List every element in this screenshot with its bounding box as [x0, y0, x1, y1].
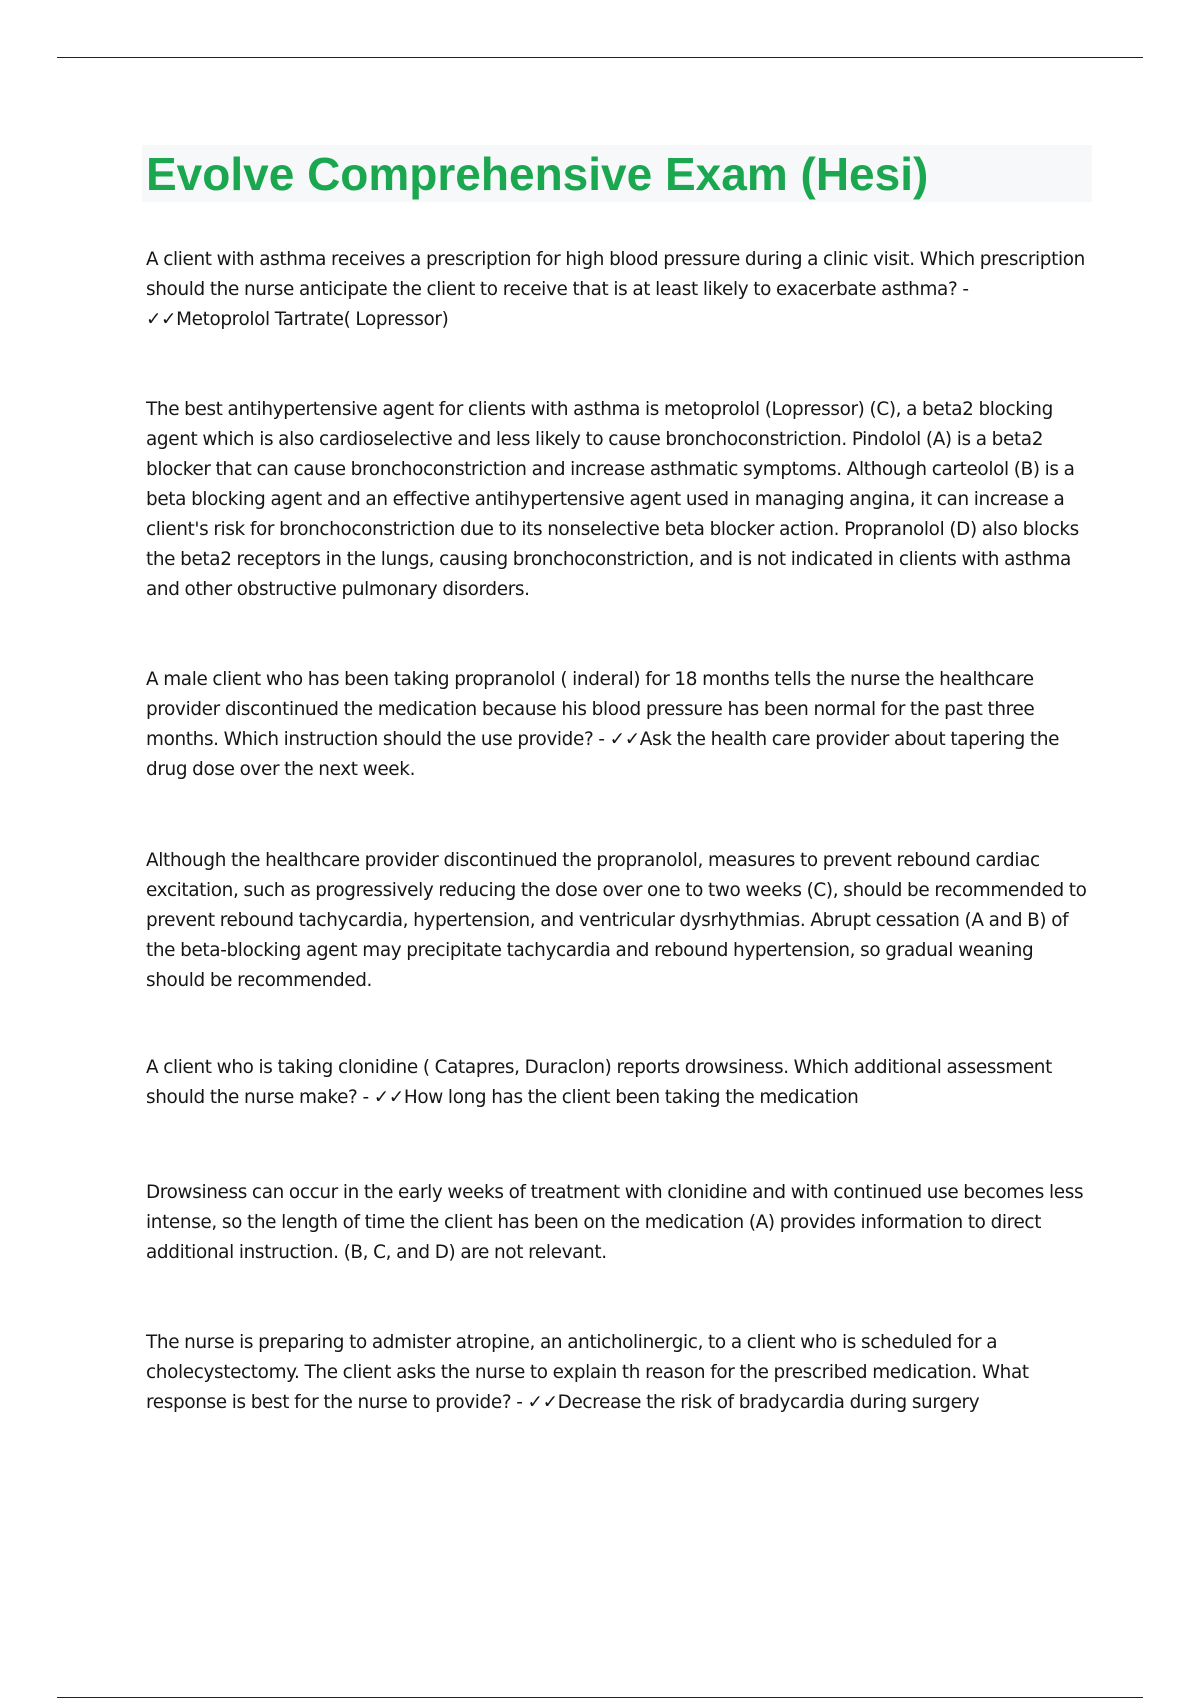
question-3: A client who is taking clonidine ( Catapres, Duraclon) reports drowsiness. Which additional assessment should the nurse make? - ✓✓How long has the client been taking the medication	[146, 1057, 1052, 1108]
bottom-rule	[57, 1697, 1143, 1698]
rationale-2: Although the healthcare provider discontinued the propranolol, measures to prevent rebound cardiac excitation, such as progressively reducing the dose over one to two weeks (C), should be recommended to prevent rebound tachycardia, hypertension, and ventricular dysrhythmias. Abrupt cessation (A and B) of the beta-blocking agent may precipitate tachycardia and rebound hypertension, so gradual weaning should be recommended.	[146, 850, 1087, 991]
question-4: The nurse is preparing to admister atropine, an anticholinergic, to a client who is scheduled for a cholecystectomy. The client asks the nurse to explain th reason for the prescribed medication. What response is best for the nurse to provide? - ✓✓Decrease the risk of bradycardia during surgery	[146, 1332, 1029, 1413]
question-1: A client with asthma receives a prescription for high blood pressure during a clinic visit. Which prescription should the nurse anticipate the client to receive that is at least likely to exacerbate asthma? - ✓✓Metoprolol Tartrate( Lopressor)	[146, 249, 1085, 330]
document-title: Evolve Comprehensive Exam (Hesi)	[146, 148, 929, 200]
top-rule	[57, 57, 1143, 58]
rationale-1: The best antihypertensive agent for clients with asthma is metoprolol (Lopressor) (C), a beta2 blocking agent which is also cardioselective and less likely to cause bronchoconstriction. Pindolol (A) is a beta2 blocker that can cause bronchoconstriction and increase asthmatic symptoms. Although carteolol (B) is a beta blocking agent and an effective antihypertensive agent used in managing angina, it can increase a client's risk for bronchoconstriction due to its nonselective beta blocker action. Propranolol (D) also blocks the beta2 receptors in the lungs, causing bronchoconstriction, and is not indicated in clients with asthma and other obstructive pulmonary disorders.	[146, 399, 1079, 600]
question-2: A male client who has been taking propranolol ( inderal) for 18 months tells the nurse the healthcare provider discontinued the medication because his blood pressure has been normal for the past three months. Which instruction should the use provide? - ✓✓Ask the health care provider about tapering the drug dose over the next week.	[146, 669, 1060, 780]
rationale-3: Drowsiness can occur in the early weeks of treatment with clonidine and with continued use becomes less intense, so the length of time the client has been on the medication (A) provides information to direct additional instruction. (B, C, and D) are not relevant.	[146, 1182, 1084, 1263]
